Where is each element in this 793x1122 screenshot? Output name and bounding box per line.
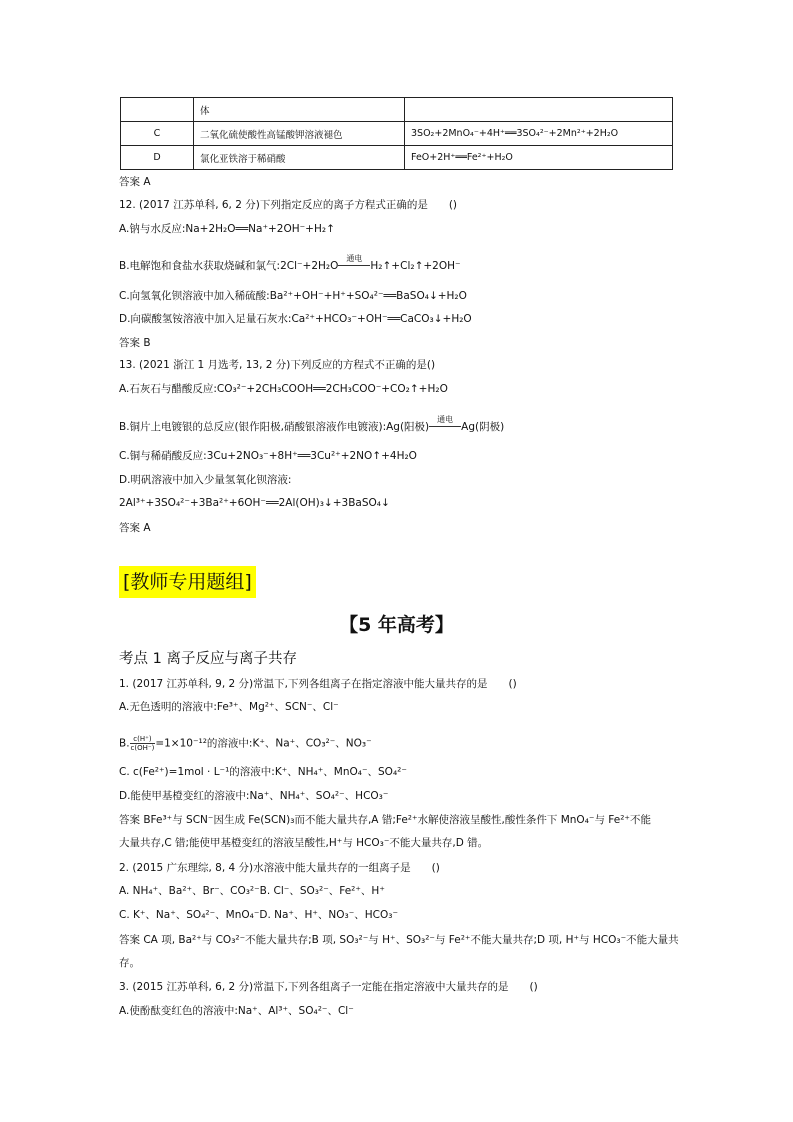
option-d: D.向碳酸氢铵溶液中加入足量石灰水:Ca²⁺+HCO₃⁻+OH⁻══CaCO₃↓+H₂O: [119, 313, 472, 325]
answer-line: 答案 A: [119, 176, 151, 188]
option-a: A.石灰石与醋酸反应:CO₃²⁻+2CH₃COOH══2CH₃COO⁻+CO₂↑+H₂O: [119, 383, 448, 395]
explanation-line: 答案 CA 项, Ba²⁺与 CO₃²⁻不能大量共存;B 项, SO₃²⁻与 H⁺、SO₃²⁻与 Fe²⁺不能大量共存;D 项, H⁺与 HCO₃⁻不能大量共: [119, 934, 679, 946]
option-b-right: Ag(阴极): [461, 421, 505, 433]
answer-table: [120, 97, 673, 170]
option-b-left: B.电解饱和食盐水获取烧碱和氯气:2Cl⁻+2H₂O: [119, 260, 339, 272]
option-c: C. c(Fe²⁺)=1mol · L⁻¹的溶液中:K⁺、NH₄⁺、MnO₄⁻、SO₄²⁻: [119, 766, 407, 778]
option-b: [119, 254, 461, 273]
option-b-right: H₂↑+Cl₂↑+2OH⁻: [370, 260, 461, 272]
table-row: [121, 122, 673, 146]
option-a: A.使酚酞变红色的溶液中:Na⁺、Al³⁺、SO₄²⁻、Cl⁻: [119, 1005, 354, 1017]
teacher-group-heading: [教师专用题组]: [119, 566, 256, 598]
answer-line: 答案 A: [119, 522, 151, 534]
question-stem: 2. (2015 广东理综, 8, 4 分)水溶液中能大量共存的一组离子是 (): [119, 862, 440, 874]
option-b-letter: B.: [119, 737, 130, 750]
condition-label: 通电: [346, 254, 363, 263]
electrolysis-arrow: [338, 254, 370, 271]
option-d-equation: 2Al³⁺+3SO₄²⁻+3Ba²⁺+6OH⁻══2Al(OH)₃↓+3BaSO₄↓: [119, 497, 390, 509]
option-b-left: B.铜片上电镀银的总反应(银作阳极,硝酸银溶液作电镀液):Ag(阳极): [119, 421, 430, 433]
table-cell: [405, 98, 673, 122]
table-row: [121, 98, 673, 122]
explanation-line: 大量共存,C 错;能使甲基橙变红的溶液呈酸性,H⁺与 HCO₃⁻不能大量共存,D 错。: [119, 837, 489, 849]
question-stem: 12. (2017 江苏单科, 6, 2 分)下列指定反应的离子方程式正确的是 (): [119, 199, 458, 211]
option-c: C.向氢氧化钡溶液中加入稀硫酸:Ba²⁺+OH⁻+H⁺+SO₄²⁻══BaSO₄↓+H₂O: [119, 290, 467, 302]
question-stem: 13. (2021 浙江 1 月选考, 13, 2 分)下列反应的方程式不正确的是(): [119, 359, 436, 371]
option-cd: C. K⁺、Na⁺、SO₄²⁻、MnO₄⁻D. Na⁺、H⁺、NO₃⁻、HCO₃⁻: [119, 909, 399, 921]
table-cell: 体: [194, 98, 405, 122]
option-a: A.钠与水反应:Na+2H₂O══Na⁺+2OH⁻+H₂↑: [119, 223, 335, 235]
table-cell: C: [121, 122, 194, 146]
table-row: [121, 146, 673, 170]
fraction-numerator: c(H⁺): [130, 735, 156, 744]
option-d: D.能使甲基橙变红的溶液中:Na⁺、NH₄⁺、SO₄²⁻、HCO₃⁻: [119, 790, 389, 802]
table-cell: D: [121, 146, 194, 170]
explanation-line: 存。: [119, 957, 140, 969]
table-cell: [121, 98, 194, 122]
answer-line: 答案 B: [119, 337, 151, 349]
question-stem: 1. (2017 江苏单科, 9, 2 分)常温下,下列各组离子在指定溶液中能大量共存的是 (): [119, 678, 517, 690]
table-cell: 二氧化硫使酸性高锰酸钾溶液褪色: [194, 122, 405, 146]
option-b: [119, 415, 505, 434]
option-d: D.明矾溶液中加入少量氢氧化钡溶液:: [119, 474, 292, 486]
option-b: [119, 735, 372, 752]
option-b-rest: =1×10⁻¹²的溶液中:K⁺、Na⁺、CO₃²⁻、NO₃⁻: [155, 737, 372, 750]
option-ab: A. NH₄⁺、Ba²⁺、Br⁻、CO₃²⁻B. Cl⁻、SO₃²⁻、Fe²⁺、H⁺: [119, 885, 385, 897]
question-stem: 3. (2015 江苏单科, 6, 2 分)常温下,下列各组离子一定能在指定溶液中大量共存的是 (): [119, 981, 538, 993]
option-c: C.铜与稀硝酸反应:3Cu+2NO₃⁻+8H⁺══3Cu²⁺+2NO↑+4H₂O: [119, 450, 417, 462]
section-title: 【5 年高考】: [339, 614, 454, 636]
table-cell: FeO+2H⁺══Fe²⁺+H₂O: [405, 146, 673, 170]
table-cell: 氯化亚铁溶于稀硝酸: [194, 146, 405, 170]
condition-label: 通电: [437, 415, 454, 424]
option-a: A.无色透明的溶液中:Fe³⁺、Mg²⁺、SCN⁻、Cl⁻: [119, 701, 339, 713]
fraction-denominator: c(OH⁻): [130, 744, 155, 752]
explanation-line: 答案 BFe³⁺与 SCN⁻因生成 Fe(SCN)₃而不能大量共存,A 错;Fe²⁺水解使溶液呈酸性,酸性条件下 MnO₄⁻与 Fe²⁺不能: [119, 814, 651, 826]
kaodian-heading: 考点 1 离子反应与离子共存: [119, 651, 297, 667]
electrolysis-arrow: [429, 415, 461, 432]
fraction: [130, 735, 156, 752]
table-cell: 3SO₂+2MnO₄⁻+4H⁺══3SO₄²⁻+2Mn²⁺+2H₂O: [405, 122, 673, 146]
